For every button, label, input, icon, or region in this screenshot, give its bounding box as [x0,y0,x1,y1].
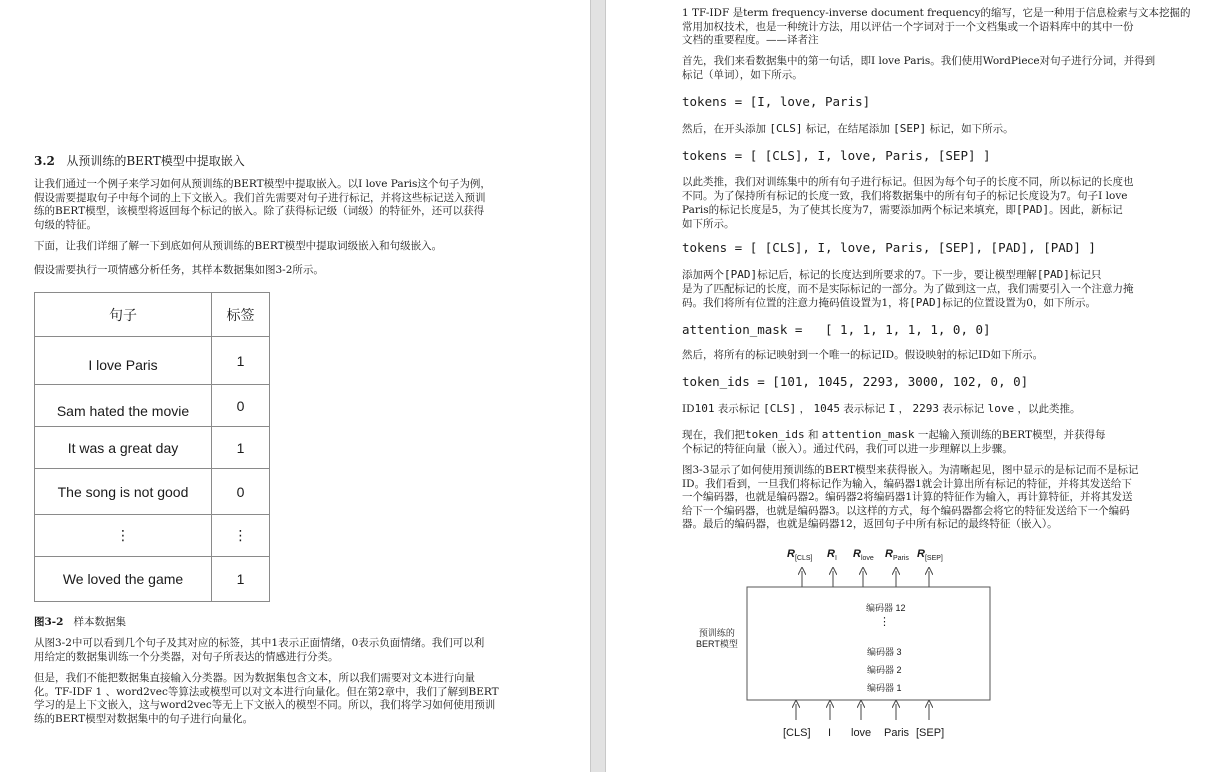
output-subscript: I [834,555,837,563]
input-token: [CLS] [783,727,811,739]
model-label-line: 预训练的 [698,628,735,638]
inline-code: [SEP] [893,122,927,135]
text-span: Paris的标记长度是5，为了使其长度为7，需要添加两个标记来填充，即 [682,204,1016,216]
output-symbol: R [787,548,795,560]
text-line: 句级的特征。 [34,218,97,231]
text-span: 添加两个 [682,269,724,281]
text-span: 标记，在结尾添加 [805,123,890,135]
text-line: 不同。为了保持所有标记的长度一致，我们将数据集中的所有句子的标记长度设为7。句子I love [682,189,1128,202]
model-label [696,628,738,650]
right-page [606,0,1221,772]
sample-dataset-table [34,292,270,602]
table-header-row [35,293,270,337]
text-line: 学习的是上下文嵌入，这与word2vec等无上下文嵌入的模型不同。所以，我们将学习如何使用预训 [34,699,496,711]
encoder-3: 编码器 3 [867,647,902,657]
page-gutter [590,0,606,772]
output-subscript: Paris [892,555,909,563]
text-line: 图3-3显示了如何使用预训练的BERT模型来获得嵌入。为清晰起见，图中显示的是标记而不是标记 [682,464,1139,476]
text-line: 是为了匹配标记的长度，而不是实际标记的一部分。为了做到这一点，我们需要引入一个注意力掩 [682,282,1134,295]
text-line: 让我们通过一个例子来学习如何从预训练的BERT模型中提取嵌入。以I love Paris这个句子为例， [34,178,491,190]
text-line: 如下所示。 [682,217,735,230]
text-line: 给下一个编码器，也就是编码器3。以这样的方式，每个编码器都会将它的特征发送给下一个编码 [682,504,1130,517]
paragraph-intro [34,178,491,232]
input-token: I [828,727,832,739]
encoder-dots: ⋮ [879,616,890,628]
text-span: 标记后，标记的长度达到所要求的7。下一步，要让模型理解 [757,269,1037,281]
text-line: 一个编码器，也就是编码器2。编码器2将编码器1计算的特征作为输入，再计算特征，并将其发送 [682,491,1133,503]
table-header-sentence: 句子 [35,293,212,337]
text-line: 首先，我们来看数据集中的第一句话，即I love Paris。我们使用WordPiece对句子进行分词，并得到 [682,55,1156,67]
table-row [35,469,270,515]
output-subscript: [SEP] [924,555,943,563]
text-line: 化。TF-IDF 1 、word2vec等算法或模型可以对文本进行向量化。但在第2章中，我们了解到BERT [34,685,499,698]
table-cell-sentence: I love Paris [35,337,212,385]
section-number: 3.2 [34,154,55,168]
text-line: 1 TF-IDF 是term frequency-inverse document frequency的缩写，它是一种用于信息检索与文本挖掘的 [682,7,1191,19]
caption-label: 图3-2 [34,616,64,628]
text-line: 文档的重要程度。——译者注 [682,34,819,46]
text-line: 器。最后的编码器，也就是编码器12，返回句子中所有标记的最终特征（嵌入）。 [682,518,1058,530]
text-span: 表示标记 [942,403,985,415]
text-span: 现在，我们把 [682,429,745,441]
inline-code: love [987,402,1015,415]
encoder-2: 编码器 2 [867,665,902,675]
inline-code: [CLS] [769,122,803,135]
output-symbol: R [885,548,893,560]
table-cell-label: 1 [212,427,270,469]
input-token: Paris [884,727,910,739]
text-span: 。因此，新标记 [1049,204,1123,216]
text-line: 个标记的特征向量（嵌入）。通过代码，我们可以进一步理解以上步骤。 [682,442,1013,455]
paragraph-dataset: 假设需要执行一项情感分析任务，其样本数据集如图3-2所示。 [34,264,324,276]
table-row [35,557,270,602]
output-symbol: R [853,548,861,560]
left-page [0,0,590,772]
table-cell-label: 0 [212,385,270,427]
input-arrows [796,704,929,720]
output-subscript: love [860,555,874,563]
inline-code: [PAD] [724,268,758,281]
input-token: love [851,727,872,739]
code-attention-mask: attention_mask = [ 1, 1, 1, 1, 1, 0, 0] [682,322,991,337]
inline-code: 2293 [912,402,939,415]
table-row [35,337,270,385]
text-line: 练的BERT模型对数据集中的句子进行向量化。 [34,712,254,725]
table-cell-label: ⋮ [212,515,270,557]
text-line: 假设需要提取句子中每个词的上下文嵌入。我们首先需要对句子进行标记，并将这些标记送入预训 [34,191,486,204]
text-line: 标记（单词），如下所示。 [682,68,803,81]
table-cell-sentence: It was a great day [35,427,212,469]
text-span: 标记，如下所示。 [929,123,1014,135]
model-label-line: BERT模型 [696,639,738,649]
text-span: 然后，在开头添加 [682,123,766,135]
text-line: 从图3-2中可以看到几个句子及其对应的标签，其中1表示正面情绪，0表示负面情绪。我们可以利 [34,637,485,649]
table-cell-label: 0 [212,469,270,515]
text-span: 码。我们将所有位置的注意力掩码值设置为1，将 [682,297,910,309]
code-tokens: tokens = [I, love, Paris] [682,94,871,109]
table-cell-label: 1 [212,557,270,602]
caption-text: 样本数据集 [73,616,126,628]
paragraph-labels [34,637,484,664]
output-symbol: R [917,548,925,560]
encoder-1: 编码器 1 [867,683,902,693]
code-tokens-special: tokens = [ [CLS], I, love, Paris, [SEP] ] [682,148,991,163]
text-span: ， [898,403,910,415]
table-row [35,515,270,557]
inline-code: token_ids [745,428,805,441]
paragraph-token-ids: 然后，将所有的标记映射到一个唯一的标记ID。假设映射的标记ID如下所示。 [682,349,1044,361]
encoder-12: 编码器 12 [866,603,906,613]
figure-caption [34,614,126,629]
code-token-ids: token_ids = [101, 1045, 2293, 3000, 102, 0, 0] [682,374,1029,389]
text-span: 一起输入预训练的BERT模型，并获得每 [917,429,1106,441]
text-span: ，以此类推。 [1017,403,1081,415]
inline-code: [PAD] [1036,268,1070,281]
code-tokens-padded: tokens = [ [CLS], I, love, Paris, [SEP], [PAD], [PAD] ] [682,240,1096,255]
text-span: 标记的位置设置为0，如下所示。 [942,297,1096,309]
text-span: ID [682,403,695,415]
text-line: 用给定的数据集训练一个分类器，对句子所表达的情感进行分类。 [34,650,339,663]
input-token: [SEP] [916,727,945,739]
text-span: 和 [807,429,819,441]
table-row [35,427,270,469]
paragraph-detail: 下面，让我们详细了解一下到底如何从预训练的BERT模型中提取词级嵌入和句级嵌入。 [34,240,443,252]
inline-code: 101 [694,402,715,415]
inline-code: I [888,402,896,415]
inline-code: [PAD] [909,296,943,309]
inline-code: attention_mask [821,428,915,441]
diagram-arrows [606,0,1221,772]
section-title: 从预训练的BERT模型中提取嵌入 [66,154,245,168]
table-row [35,385,270,427]
table-cell-sentence: Sam hated the movie [35,385,212,427]
text-line: 练的BERT模型，该模型将返回每个标记的嵌入。除了获得标记级（词级）的特征外，还可以获得 [34,205,485,217]
inline-code: 1045 [813,402,840,415]
text-line: 但是，我们不能把数据集直接输入分类器。因为数据集包含文本，所以我们需要对文本进行向量 [34,672,475,684]
table-header-label: 标签 [212,293,270,337]
text-span: 表示标记 [843,403,886,415]
text-span: 标记只 [1069,269,1102,281]
table-cell-sentence: We loved the game [35,557,212,602]
inline-code: [CLS] [763,402,797,415]
text-line: ID。我们看到，一旦我们将标记作为输入，编码器1就会计算出所有标记的特征，并将其发送给下 [682,477,1132,490]
text-line: 常用加权技术，也是一种统计方法，用以评估一个字词对于一个文档集或一个语料库中的其中一份 [682,20,1134,33]
table-cell-sentence: The song is not good [35,469,212,515]
paragraph-vectorize [34,672,499,726]
output-arrows [802,571,929,587]
text-line: 以此类推，我们对训练集中的所有句子进行标记。但因为每个句子的长度不同，所以标记的长度也 [682,176,1134,188]
table-cell-sentence: ⋮ [35,515,212,557]
text-span: ， [799,403,811,415]
output-subscript: [CLS] [794,555,813,563]
section-heading [34,152,245,169]
output-symbol: R [827,548,835,560]
text-span: 表示标记 [717,403,760,415]
inline-code: [PAD] [1015,203,1050,216]
table-cell-label: 1 [212,337,270,385]
